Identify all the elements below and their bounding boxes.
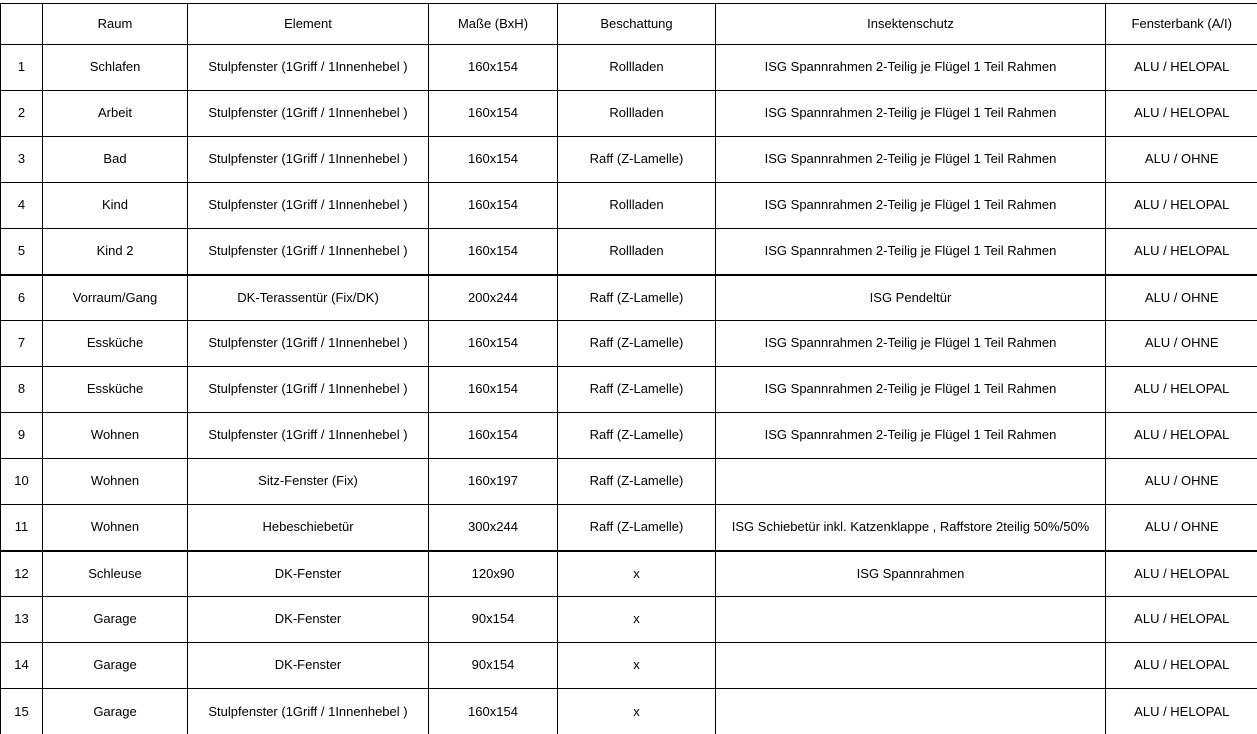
beschattung-cell: Raff (Z-Lamelle) [558,505,716,551]
fensterbank-cell: ALU / HELOPAL [1106,643,1257,689]
header-element: Element [188,4,429,45]
row-number-cell: 15 [1,689,43,734]
raum-cell: Kind 2 [43,229,188,275]
masse-cell: 160x154 [429,229,558,275]
fensterbank-cell: ALU / OHNE [1106,505,1257,551]
row-number-cell: 11 [1,505,43,551]
fensterbank-cell: ALU / HELOPAL [1106,551,1257,597]
insektenschutz-cell: ISG Schiebetür inkl. Katzenklappe , Raffstore 2teilig 50%/50% [716,505,1106,551]
header-beschattung: Beschattung [558,4,716,45]
table-row [1,689,1257,734]
beschattung-cell: Rollladen [558,229,716,275]
masse-cell: 160x154 [429,367,558,413]
raum-cell: Kind [43,183,188,229]
insektenschutz-cell: ISG Spannrahmen 2-Teilig je Flügel 1 Teil Rahmen [716,137,1106,183]
element-cell: Stulpfenster (1Griff / 1Innenhebel ) [188,229,429,275]
table-row [1,275,1257,321]
table-row [1,551,1257,597]
masse-cell: 160x154 [429,689,558,734]
fensterbank-cell: ALU / HELOPAL [1106,45,1257,91]
row-number-cell: 14 [1,643,43,689]
beschattung-cell: x [558,643,716,689]
element-cell: Stulpfenster (1Griff / 1Innenhebel ) [188,689,429,734]
fensterbank-cell: ALU / HELOPAL [1106,367,1257,413]
element-cell: Stulpfenster (1Griff / 1Innenhebel ) [188,91,429,137]
insektenschutz-cell: ISG Spannrahmen 2-Teilig je Flügel 1 Teil Rahmen [716,229,1106,275]
row-number-cell: 9 [1,413,43,459]
row-number-cell: 5 [1,229,43,275]
raum-cell: Schlafen [43,45,188,91]
beschattung-cell: Raff (Z-Lamelle) [558,413,716,459]
row-number-cell: 10 [1,459,43,505]
beschattung-cell: Raff (Z-Lamelle) [558,275,716,321]
masse-cell: 160x197 [429,459,558,505]
table-row [1,321,1257,367]
masse-cell: 160x154 [429,91,558,137]
insektenschutz-cell: ISG Pendeltür [716,275,1106,321]
table-row [1,413,1257,459]
fensterbank-cell: ALU / OHNE [1106,321,1257,367]
row-number-cell: 7 [1,321,43,367]
row-number-cell: 13 [1,597,43,643]
fensterbank-cell: ALU / HELOPAL [1106,597,1257,643]
raum-cell: Vorraum/Gang [43,275,188,321]
masse-cell: 160x154 [429,183,558,229]
masse-cell: 90x154 [429,643,558,689]
insektenschutz-cell: ISG Spannrahmen 2-Teilig je Flügel 1 Teil Rahmen [716,45,1106,91]
table-row [1,91,1257,137]
element-cell: DK-Fenster [188,551,429,597]
header-row [1,4,1257,45]
element-cell: Stulpfenster (1Griff / 1Innenhebel ) [188,137,429,183]
table-row [1,597,1257,643]
raum-cell: Bad [43,137,188,183]
table-header [1,4,1257,45]
fensterbank-cell: ALU / HELOPAL [1106,689,1257,734]
insektenschutz-cell: ISG Spannrahmen 2-Teilig je Flügel 1 Teil Rahmen [716,321,1106,367]
table-row [1,367,1257,413]
row-number-cell: 4 [1,183,43,229]
fensterbank-cell: ALU / OHNE [1106,459,1257,505]
masse-cell: 90x154 [429,597,558,643]
raum-cell: Essküche [43,367,188,413]
raum-cell: Arbeit [43,91,188,137]
masse-cell: 160x154 [429,45,558,91]
fensterbank-cell: ALU / OHNE [1106,275,1257,321]
header-row-number [1,4,43,45]
insektenschutz-cell [716,689,1106,734]
masse-cell: 160x154 [429,321,558,367]
raum-cell: Schleuse [43,551,188,597]
raum-cell: Garage [43,597,188,643]
header-raum: Raum [43,4,188,45]
header-masse: Maße (BxH) [429,4,558,45]
insektenschutz-cell: ISG Spannrahmen 2-Teilig je Flügel 1 Teil Rahmen [716,91,1106,137]
insektenschutz-cell: ISG Spannrahmen [716,551,1106,597]
table-row [1,229,1257,275]
element-cell: DK-Fenster [188,643,429,689]
table-row [1,459,1257,505]
beschattung-cell: x [558,597,716,643]
raum-cell: Wohnen [43,459,188,505]
element-cell: DK-Terassentür (Fix/DK) [188,275,429,321]
row-number-cell: 8 [1,367,43,413]
beschattung-cell: x [558,689,716,734]
beschattung-cell: Rollladen [558,45,716,91]
raum-cell: Garage [43,643,188,689]
element-cell: Stulpfenster (1Griff / 1Innenhebel ) [188,367,429,413]
raum-cell: Essküche [43,321,188,367]
beschattung-cell: Rollladen [558,91,716,137]
element-cell: Hebeschiebetür [188,505,429,551]
row-number-cell: 12 [1,551,43,597]
row-number-cell: 2 [1,91,43,137]
row-number-cell: 1 [1,45,43,91]
masse-cell: 200x244 [429,275,558,321]
insektenschutz-cell: ISG Spannrahmen 2-Teilig je Flügel 1 Teil Rahmen [716,413,1106,459]
element-cell: Stulpfenster (1Griff / 1Innenhebel ) [188,413,429,459]
row-number-cell: 3 [1,137,43,183]
masse-cell: 160x154 [429,137,558,183]
masse-cell: 120x90 [429,551,558,597]
row-number-cell: 6 [1,275,43,321]
insektenschutz-cell: ISG Spannrahmen 2-Teilig je Flügel 1 Teil Rahmen [716,183,1106,229]
element-cell: Sitz-Fenster (Fix) [188,459,429,505]
raum-cell: Wohnen [43,505,188,551]
raum-cell: Garage [43,689,188,734]
fensterbank-cell: ALU / HELOPAL [1106,91,1257,137]
table-row [1,137,1257,183]
raum-cell: Wohnen [43,413,188,459]
table-row [1,505,1257,551]
fensterbank-cell: ALU / HELOPAL [1106,183,1257,229]
beschattung-cell: Raff (Z-Lamelle) [558,459,716,505]
insektenschutz-cell [716,643,1106,689]
insektenschutz-cell [716,459,1106,505]
insektenschutz-cell: ISG Spannrahmen 2-Teilig je Flügel 1 Teil Rahmen [716,367,1106,413]
header-insektenschutz: Insektenschutz [716,4,1106,45]
table-body [1,45,1257,734]
fensterbank-cell: ALU / HELOPAL [1106,413,1257,459]
table-row [1,643,1257,689]
fensterbank-cell: ALU / HELOPAL [1106,229,1257,275]
beschattung-cell: x [558,551,716,597]
beschattung-cell: Raff (Z-Lamelle) [558,137,716,183]
table-row [1,183,1257,229]
beschattung-cell: Raff (Z-Lamelle) [558,367,716,413]
insektenschutz-cell [716,597,1106,643]
masse-cell: 160x154 [429,413,558,459]
element-cell: Stulpfenster (1Griff / 1Innenhebel ) [188,183,429,229]
beschattung-cell: Rollladen [558,183,716,229]
masse-cell: 300x244 [429,505,558,551]
fensterbank-cell: ALU / OHNE [1106,137,1257,183]
beschattung-cell: Raff (Z-Lamelle) [558,321,716,367]
header-fensterbank: Fensterbank (A/I) [1106,4,1257,45]
element-cell: Stulpfenster (1Griff / 1Innenhebel ) [188,45,429,91]
element-cell: DK-Fenster [188,597,429,643]
table-row [1,45,1257,91]
element-cell: Stulpfenster (1Griff / 1Innenhebel ) [188,321,429,367]
window-spec-table [0,3,1257,734]
